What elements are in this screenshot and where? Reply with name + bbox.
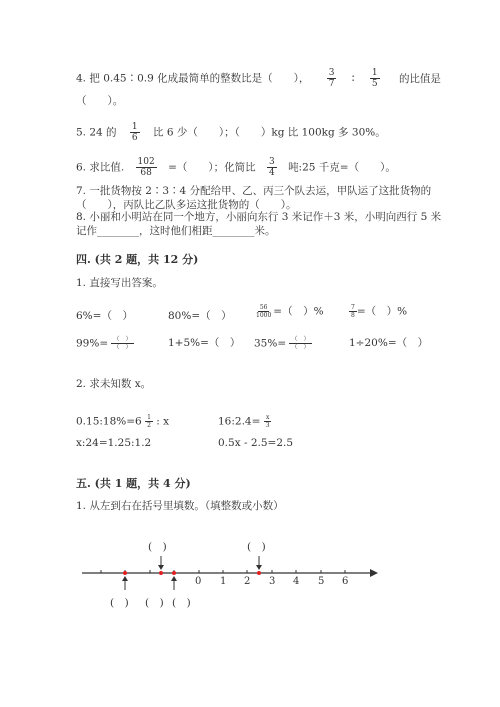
q5-line [76,122,386,143]
section5-title: 五. (共 1 题，共 4 分) [76,477,191,490]
calc-r1-c3-frac: $\frac{56}{1000}$ [256,304,272,319]
q6-frac-b: $\frac{3}{4}$ [268,157,275,178]
q4-line2: （ ）。 [76,95,124,107]
calc-r2-c1-frac: $\frac{( )}{( )}$ [113,336,132,351]
section4-p1: 1. 直接写出答案。 [76,277,163,289]
q4-colon: ∶ [351,72,355,85]
bottom-blank-3: ( ) [172,597,191,609]
q4-text-b: 的比值是 [398,72,441,85]
q7-line2: （ ），丙队比乙队多运这批货物的（ ）。 [76,199,297,211]
eq1a-frac: $\frac{1}{2}$ [147,414,151,429]
q4-text-a: 4. 把 0.45∶0.9 化成最简单的整数比是（ ）， [76,72,310,85]
calc-r2-c2: 1+5%=（ ） [168,337,241,349]
q6-text-b: =（ ）；化简比 [168,161,256,174]
q5-frac: $\frac{1}{6}$ [131,122,138,143]
q4-frac-b: $\frac{1}{5}$ [371,68,378,89]
q5-text-a: 5. 24 的 [76,126,117,139]
q7-line1: 7. 一批货物按 2∶3∶4 分配给甲、乙、丙三个队去运，甲队运了这批货物的 [76,185,432,197]
eq1b: 16:2.4= $\frac{x}{3}$ [218,414,270,429]
tick-label-1: 1 [220,576,227,587]
top-blank-2: ( ) [247,541,266,553]
calc-r1-c4: $\frac{7}{8}$ =（ ）% [351,304,408,319]
calc-r1-c2: 80%=（ ） [168,310,232,322]
section5-p1: 1. 从左到右在括号里填数。（填整数或小数） [76,500,284,512]
tick-label-2: 2 [244,576,251,587]
tick-label-4: 4 [293,576,300,587]
q8-line1: 8. 小丽和小明站在同一个地方，小丽向东行 3 米记作＋3 米，小明向西行 5 米 [76,211,442,223]
section4-p2: 2. 求未知数 x。 [76,378,152,390]
top-blank-1: ( ) [148,541,167,553]
calc-r2-c3: 35%= $\frac{( )}{( )}$ [254,336,310,351]
tick-label-5: 5 [318,576,325,587]
bottom-blank-2: ( ) [145,597,164,609]
section4-title: 四. (共 2 题，共 12 分) [76,253,199,266]
q5-text-b: 比 6 少（ ）；（ ）kg 比 100kg 多 30%。 [152,126,386,139]
calc-r1-c3: $\frac{56}{1000}$ =（ ）% [256,304,324,319]
q4-frac-a: $\frac{3}{7}$ [328,68,335,89]
number-line [70,550,390,600]
q8-line2: 记作________，这时他们相距________米。 [76,225,276,237]
q4-line1 [76,68,441,89]
q6-line [76,157,396,178]
tick-label-0: 0 [195,576,202,587]
q6-text-a: 6. 求比值. [76,161,125,174]
axis-arrowhead [370,569,378,577]
calc-r2-c4: 1÷20%=（ ） [349,337,429,349]
calc-r2-c1: 99%= $\frac{( )}{( )}$ [76,336,132,351]
eq2b: 0.5x - 2.5=2.5 [218,437,294,449]
calc-r1-c4-frac: $\frac{7}{8}$ [351,304,355,319]
calc-r2-c3-frac: $\frac{( )}{( )}$ [291,336,310,351]
eq1a: 0.15:18%=6 $\frac{1}{2}$ : x [76,414,170,429]
bottom-blank-1: ( ) [110,597,129,609]
q6-frac-a: $\frac{102}{68}$ [137,157,155,178]
tick-label-3: 3 [269,576,276,587]
calc-r1-c1: 6%=（ ） [76,310,133,322]
tick-label-6: 6 [342,576,349,587]
eq1b-frac: $\frac{x}{3}$ [265,414,270,429]
eq2a: x:24=1.25:1.2 [76,437,152,449]
q6-text-c: 吨:25 千克=（ ）。 [288,161,396,174]
